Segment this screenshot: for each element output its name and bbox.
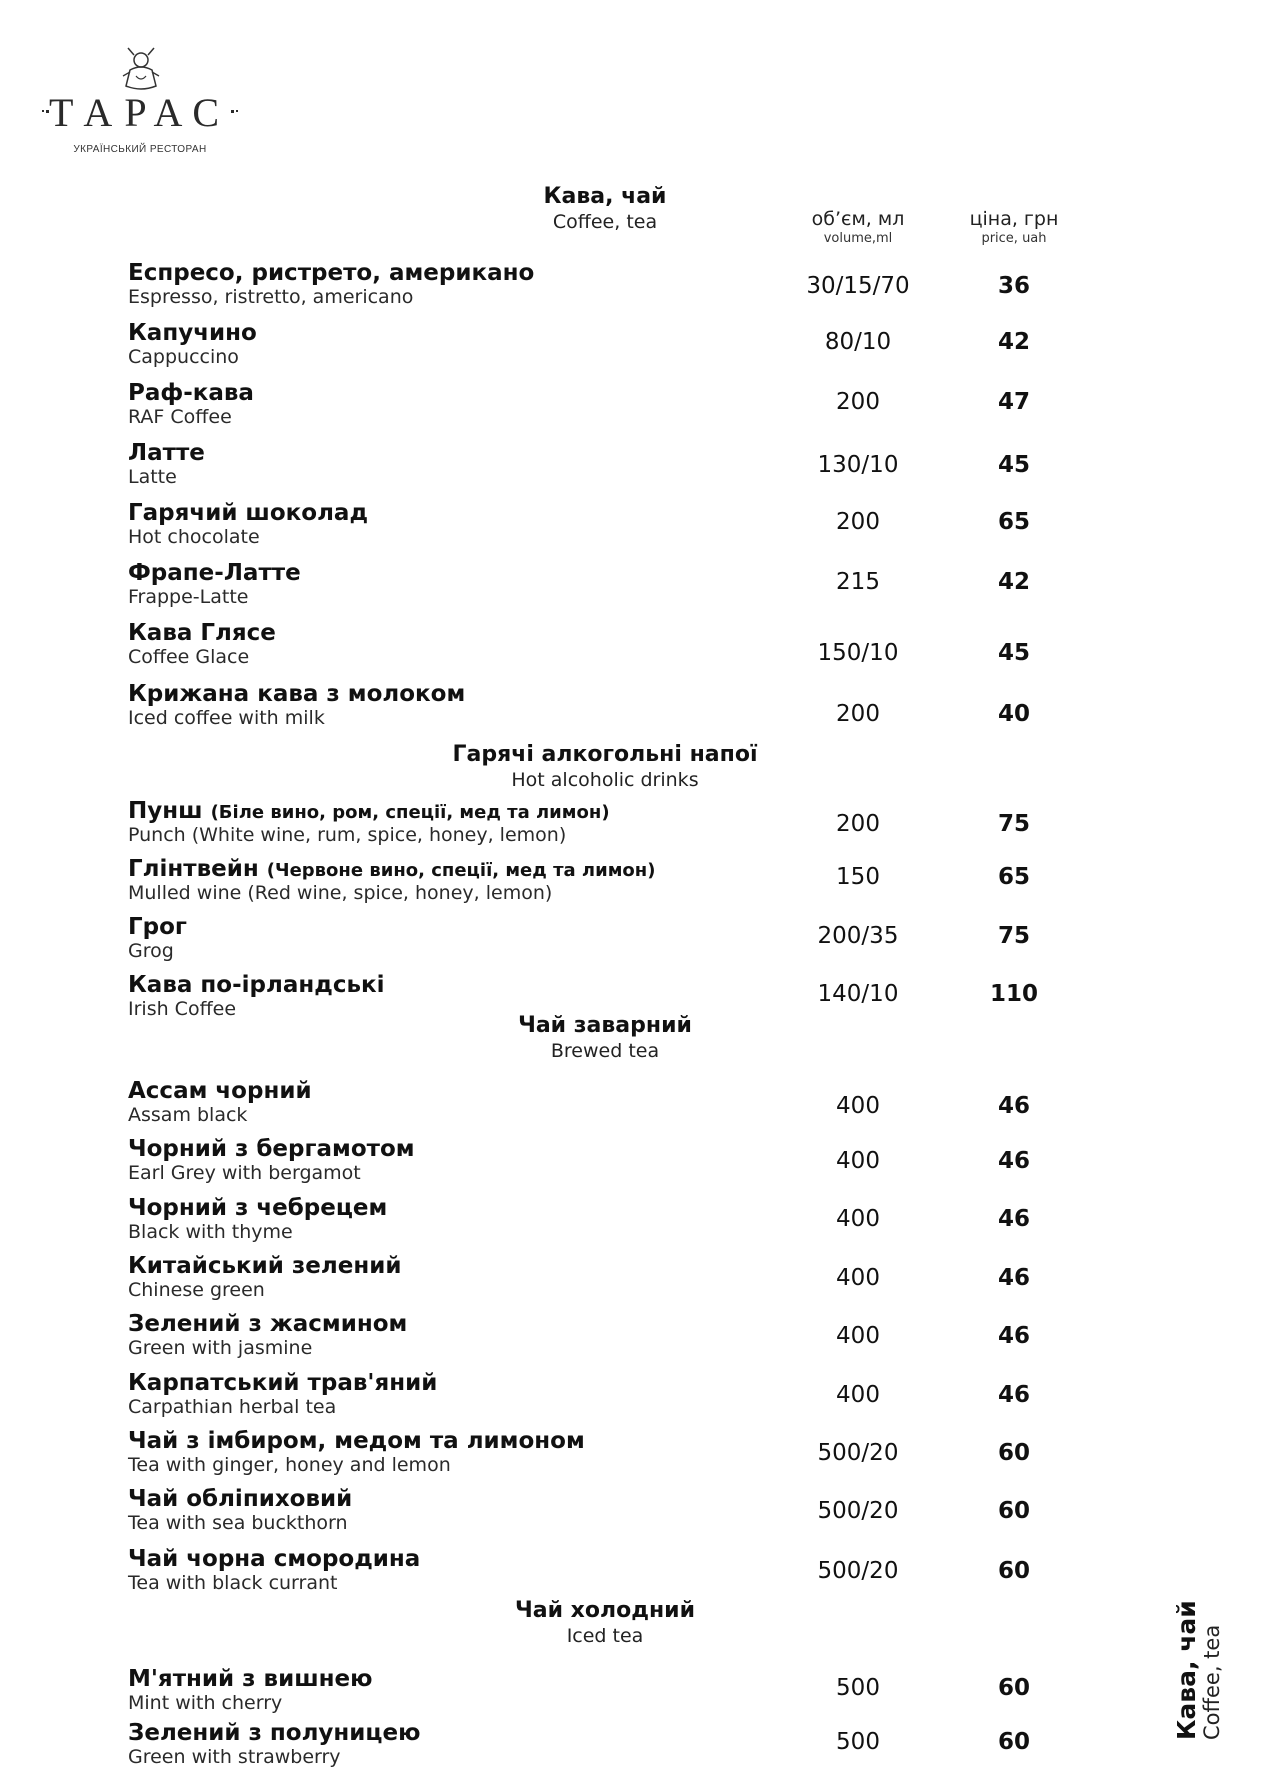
item-volume: 400 [836, 1206, 880, 1232]
menu-item [128, 622, 828, 667]
menu-item [128, 1488, 828, 1533]
item-price: 60 [997, 1558, 1030, 1584]
item-price: 46 [997, 1382, 1030, 1408]
item-price: 45 [997, 640, 1030, 666]
item-volume: 400 [836, 1148, 880, 1174]
item-name-en: Earl Grey with bergamot [128, 1162, 361, 1184]
item-name-ua: Ассам чорний [128, 1078, 312, 1104]
item-name-ua: Чорний з бергамотом [128, 1136, 415, 1162]
item-price: 36 [997, 273, 1030, 299]
item-name-ua: Зелений з жасмином [128, 1311, 408, 1337]
item-price: 60 [997, 1675, 1030, 1701]
item-name-en: Assam black [128, 1104, 248, 1126]
item-name-ua: Чай чорна смородина [128, 1546, 421, 1572]
side-label-ua: Кава, чай [1172, 1600, 1201, 1740]
item-name-en: Tea with ginger, honey and lemon [128, 1454, 451, 1476]
menu-item [128, 1080, 828, 1125]
item-name-ua: Китайський зелений [128, 1253, 402, 1279]
menu-item [128, 562, 828, 607]
item-name-ua: М'ятний з вишнею [128, 1666, 373, 1692]
item-name-ua: Чорний з чебрецем [128, 1195, 388, 1221]
menu-item [128, 1722, 828, 1767]
item-volume: 500 [836, 1729, 880, 1755]
item-volume: 140/10 [817, 981, 899, 1007]
price-column-header [934, 210, 1094, 245]
menu-item [128, 800, 828, 845]
menu-item [128, 1668, 828, 1713]
item-price: 75 [997, 923, 1030, 949]
side-label-en: Coffee, tea [1200, 1624, 1224, 1740]
item-name-ua: Зелений з полуницею [128, 1720, 421, 1746]
item-name-ua: Капучино [128, 320, 257, 346]
item-name-ua: Кава по-ірландські [128, 972, 385, 998]
item-name-en: Grog [128, 940, 174, 962]
menu-item [128, 502, 828, 547]
item-volume: 150 [836, 864, 880, 890]
item-volume: 200 [836, 701, 880, 727]
menu-item [128, 1372, 828, 1417]
item-volume: 500/20 [817, 1498, 899, 1524]
item-volume: 200 [836, 811, 880, 837]
item-name-en: Tea with black currant [128, 1572, 338, 1594]
menu-item [128, 1548, 828, 1593]
item-volume: 130/10 [817, 452, 899, 478]
item-volume: 400 [836, 1093, 880, 1119]
item-volume: 500 [836, 1675, 880, 1701]
item-price: 46 [997, 1265, 1030, 1291]
item-volume: 400 [836, 1265, 880, 1291]
item-name-en: Espresso, ristretto, americano [128, 286, 414, 308]
item-name-ua: Крижана кава з молоком [128, 681, 466, 707]
volume-header-en: volume,ml [823, 231, 893, 246]
item-price: 46 [997, 1206, 1030, 1232]
item-name-row [128, 800, 828, 823]
section-heading-hot-alcoholic [380, 744, 830, 790]
item-name-ua: Еспресо, ристрето, американо [128, 260, 535, 286]
item-name-en: Chinese green [128, 1279, 265, 1301]
item-price: 42 [997, 569, 1030, 595]
item-name-en: Irish Coffee [128, 998, 237, 1020]
item-name-ua: Глінтвейн [128, 856, 259, 882]
volume-header-ua: об’єм, мл [811, 208, 905, 230]
item-price: 40 [997, 701, 1030, 727]
menu-item [128, 442, 828, 487]
side-section-label [1174, 1540, 1244, 1740]
item-volume: 500/20 [817, 1558, 899, 1584]
menu-item [128, 974, 828, 1019]
item-name-ua: Гарячий шоколад [128, 500, 369, 526]
item-name-en: Latte [128, 466, 177, 488]
item-price: 46 [997, 1093, 1030, 1119]
item-volume: 500/20 [817, 1440, 899, 1466]
section-title-ua: Чай холодний [514, 1598, 696, 1623]
item-name-ua: Чай з імбиром, медом та лимоном [128, 1428, 585, 1454]
section-title-en: Brewed tea [550, 1040, 660, 1062]
item-name-ua: Чай обліпиховий [128, 1486, 353, 1512]
item-name-ua: Грог [128, 914, 187, 940]
item-name-ua: Пунш [128, 798, 203, 824]
item-name-ua: Раф-кава [128, 380, 254, 406]
item-name-en: Coffee Glace [128, 646, 250, 668]
item-volume: 150/10 [817, 640, 899, 666]
cossack-emblem-icon [118, 46, 164, 94]
menu-item [128, 916, 828, 961]
menu-item [128, 382, 828, 427]
section-heading-brewed-tea [380, 1015, 830, 1061]
item-volume: 200 [836, 509, 880, 535]
item-price: 60 [997, 1729, 1030, 1755]
section-heading-coffee-tea [380, 186, 830, 232]
section-title-ua: Гарячі алкогольні напої [452, 742, 758, 767]
price-header-ua: ціна, грн [969, 208, 1059, 230]
section-title-ua: Чай заварний [518, 1013, 692, 1038]
logo-subtitle: УКРАЇНСЬКИЙ РЕСТОРАН [73, 144, 207, 155]
item-name-en: Black with thyme [128, 1221, 293, 1243]
section-title-en: Coffee, tea [552, 211, 658, 233]
item-volume: 200 [836, 389, 880, 415]
item-name-ua: Карпатський трав'яний [128, 1370, 438, 1396]
item-name-ua: Латте [128, 440, 205, 466]
item-price: 75 [997, 811, 1030, 837]
item-price: 60 [997, 1498, 1030, 1524]
item-name-row [128, 858, 828, 881]
item-name-en: Mint with cherry [128, 1692, 283, 1714]
item-name-en: Iced coffee with milk [128, 707, 325, 729]
menu-item [128, 858, 828, 903]
item-price: 65 [997, 509, 1030, 535]
menu-item [128, 1430, 828, 1475]
item-volume: 215 [836, 569, 880, 595]
item-name-en: Frappe-Latte [128, 586, 249, 608]
item-ingredients-note: (Червоне вино, спеції, мед та лимон) [266, 860, 656, 881]
menu-item [128, 262, 828, 307]
item-volume: 30/15/70 [806, 273, 910, 299]
item-name-en: Green with strawberry [128, 1746, 341, 1768]
item-volume: 200/35 [817, 923, 899, 949]
menu-item [128, 1197, 828, 1242]
section-title-en: Hot alcoholic drinks [511, 769, 699, 791]
menu-item [128, 322, 828, 367]
item-ingredients-note: (Біле вино, ром, спеції, мед та лимон) [210, 802, 610, 823]
item-price: 46 [997, 1323, 1030, 1349]
item-price: 46 [997, 1148, 1030, 1174]
item-price: 42 [997, 329, 1030, 355]
restaurant-logo [40, 40, 240, 160]
item-name-ua: Кава Глясе [128, 620, 276, 646]
menu-item [128, 683, 828, 728]
item-volume: 400 [836, 1323, 880, 1349]
item-name-en: Green with jasmine [128, 1337, 313, 1359]
section-heading-iced-tea [380, 1600, 830, 1646]
item-price: 110 [989, 981, 1038, 1007]
item-name-en: Punch (White wine, rum, spice, honey, lemon) [128, 824, 567, 846]
item-price: 65 [997, 864, 1030, 890]
menu-item [128, 1138, 828, 1183]
item-price: 45 [997, 452, 1030, 478]
menu-item [128, 1313, 828, 1358]
section-title-en: Iced tea [566, 1625, 644, 1647]
item-name-en: Hot chocolate [128, 526, 260, 548]
item-name-en: Tea with sea buckthorn [128, 1512, 348, 1534]
item-price: 60 [997, 1440, 1030, 1466]
item-name-en: RAF Coffee [128, 406, 232, 428]
section-title-ua: Кава, чай [543, 184, 667, 209]
price-header-en: price, uah [981, 231, 1047, 246]
menu-item [128, 1255, 828, 1300]
item-name-en: Mulled wine (Red wine, spice, honey, lemon) [128, 882, 553, 904]
logo-wordmark [40, 92, 240, 132]
svg-text:ТАРАС: ТАРАС [48, 92, 232, 132]
item-price: 47 [997, 389, 1030, 415]
item-name-en: Carpathian herbal tea [128, 1396, 337, 1418]
item-name-ua: Фрапе-Латте [128, 560, 301, 586]
item-volume: 400 [836, 1382, 880, 1408]
item-volume: 80/10 [824, 329, 892, 355]
item-name-en: Cappuccino [128, 346, 239, 368]
